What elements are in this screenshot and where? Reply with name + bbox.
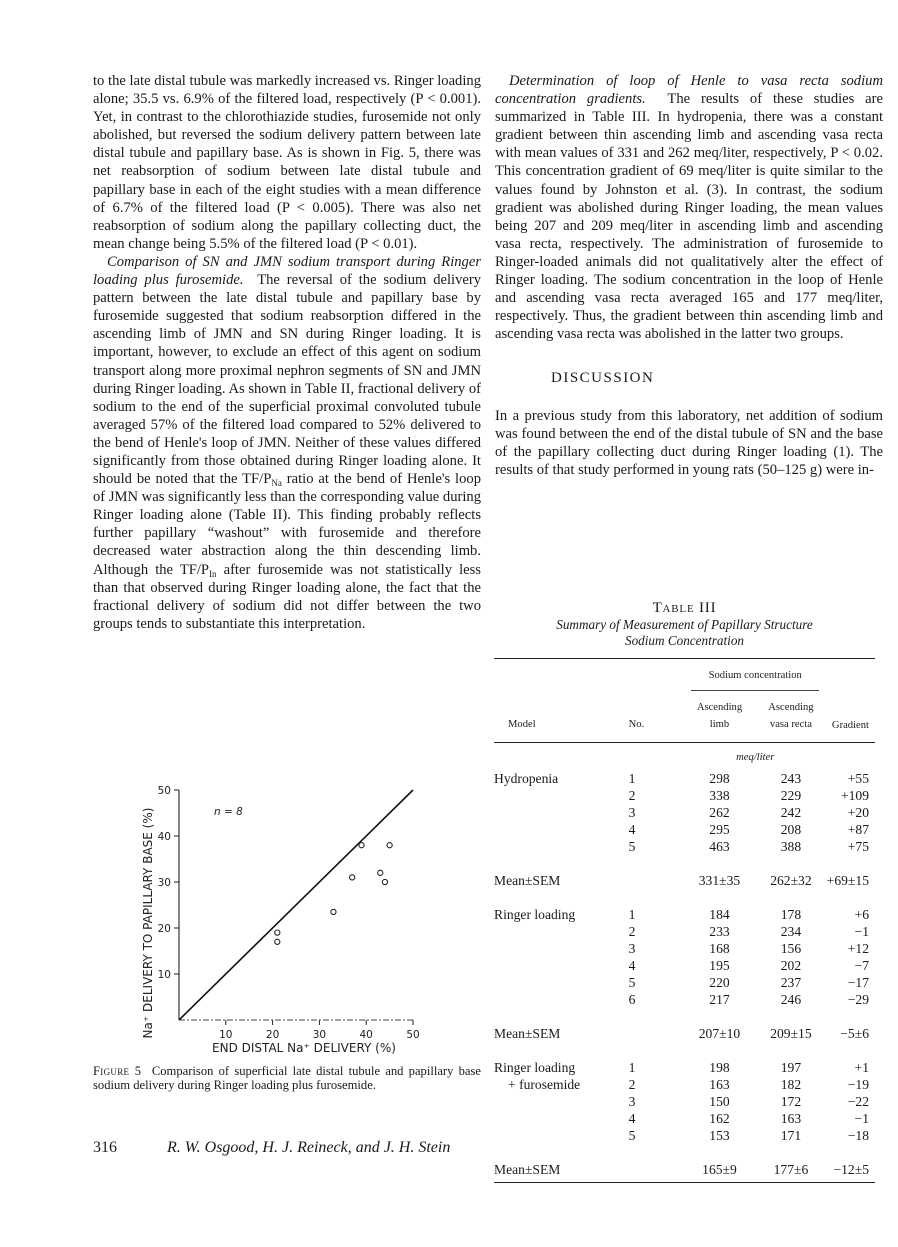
- no-cell: 4: [628, 822, 636, 837]
- ascending-limb-cell: 298: [709, 771, 730, 786]
- no-cell: [629, 1161, 684, 1178]
- data-point: [382, 879, 387, 884]
- body-paragraph: In a previous study from this laboratory, net addition of sodium was found between the end of the distal tubule of SN and the base of the papillary collecting duct during Ringer loading (1). The results of that study performed in young rats (50–125 g) were in-: [495, 407, 883, 478]
- ascending-limb-cell: 153: [709, 1128, 730, 1143]
- run-in-heading: Comparison of SN and JMN sodium transport during Ringer loading plus furosemide.: [93, 253, 481, 289]
- model-cell: [494, 957, 629, 974]
- vasa-recta-cell: 171: [780, 1128, 802, 1143]
- ascending-limb-cell: 338: [709, 788, 730, 803]
- model-cell: [494, 821, 629, 838]
- table-row: [494, 1076, 875, 1093]
- identity-line: [179, 790, 413, 1020]
- vasa-recta-cell: 246: [780, 992, 802, 1007]
- mean-label: Mean±SEM: [494, 1026, 561, 1041]
- table-title: Table III: [652, 600, 717, 616]
- y-tick-label: 40: [157, 831, 171, 843]
- model-cell: [494, 1127, 629, 1144]
- figure-label: Figure 5: [93, 1064, 142, 1078]
- data-points: [275, 843, 393, 945]
- gradient-cell: +12: [847, 941, 869, 956]
- no-cell: 5: [628, 1128, 636, 1143]
- vasa-recta-cell: 202: [780, 958, 802, 973]
- vasa-recta-cell: 229: [780, 788, 802, 803]
- mean-label: Mean±SEM: [494, 873, 561, 888]
- model-cell: [494, 804, 629, 821]
- no-cell: 6: [628, 992, 636, 1007]
- data-point: [350, 875, 355, 880]
- mean-sem-row: [494, 1025, 875, 1042]
- vasa-recta-cell: 182: [780, 1077, 802, 1092]
- vasa-recta-cell: 234: [780, 924, 802, 939]
- table-row: [494, 838, 875, 855]
- page-footer: [93, 1139, 450, 1157]
- data-point: [359, 843, 364, 848]
- no-cell: 4: [628, 958, 636, 973]
- model-cell: [494, 838, 629, 855]
- x-tick-label: 20: [265, 1029, 280, 1041]
- x-tick-label: 40: [359, 1029, 373, 1041]
- body-paragraph: [495, 72, 883, 343]
- page-number: 316: [93, 1139, 117, 1156]
- paragraph-text: ratio at the bend of Henle's loop of JMN was significantly less than the corresponding value during Ringer loading alone (Table II). This finding probably reflects further papillary “washout” with furosemide and therefore decreased water abstraction along the thin descending limb. Although the TF/P: [93, 471, 481, 578]
- gradient-cell: +109: [840, 788, 869, 803]
- n-annotation: n = 8: [214, 806, 243, 818]
- gradient-cell: −17: [847, 975, 869, 990]
- gradient-cell: −29: [847, 992, 869, 1007]
- gradient-cell: +55: [847, 771, 869, 786]
- header-model: Model: [508, 719, 536, 730]
- gradient-mean: −5±6: [840, 1026, 869, 1041]
- table-row: [494, 821, 875, 838]
- model-cell: [494, 1110, 629, 1127]
- subscript: Na: [271, 478, 282, 489]
- gradient-cell: +87: [847, 822, 869, 837]
- gradient-cell: −1: [854, 924, 869, 939]
- header-sodium-concentration: Sodium concentration: [684, 659, 827, 695]
- no-cell: 1: [628, 1060, 636, 1075]
- paragraph-text: The reversal of the sodium delivery pattern between the late distal tubule and papillary base by furosemide suggested that sodium reabsorption differed in the ascending limb of JMN and SN during Ringer loading. It is important, however, to exclude an effect of this agent on sodium transport along more proximal nephron segments of SN and JMN during Ringer loading. As shown in Table II, fractional delivery of sodium to the end of the superficial proximal convoluted tubule averaged 57% of the filtered load compared to 52% delivered to the bend of Henle's loop of JMN. Neither of these values differed significantly from those obtained during Ringer loading alone. It should be noted that the TF/P: [93, 272, 482, 488]
- data-table: [494, 659, 875, 1178]
- no-cell: 1: [628, 907, 636, 922]
- ascending-limb-mean: 331±35: [698, 873, 741, 888]
- x-tick-label: 10: [219, 1029, 233, 1041]
- running-authors: R. W. Osgood, H. J. Reineck, and J. H. Stein: [167, 1139, 451, 1156]
- gradient-cell: +20: [847, 805, 869, 820]
- model-cell: Hydropenia: [494, 771, 559, 786]
- data-point: [387, 843, 392, 848]
- table-row: [494, 1059, 875, 1076]
- model-cell: Ringer loading: [494, 1060, 576, 1075]
- table-row: [494, 770, 875, 787]
- gradient-cell: +1: [854, 1060, 869, 1075]
- ascending-limb-cell: 217: [709, 992, 730, 1007]
- gradient-cell: −7: [854, 958, 869, 973]
- table-row: [494, 1093, 875, 1110]
- vasa-recta-cell: 172: [780, 1094, 802, 1109]
- no-cell: [629, 872, 684, 889]
- model-cell: [494, 991, 629, 1008]
- data-point: [275, 930, 280, 935]
- units-label: meq/liter: [736, 752, 775, 763]
- ascending-limb-cell: 262: [709, 805, 730, 820]
- table-bottom-rule: [494, 1182, 875, 1183]
- model-cell: + furosemide: [508, 1077, 581, 1092]
- paragraph-text: The results of these studies are summarized in Table III. In hydropenia, there was a constant gradient between thin ascending limb and ascending vasa recta with mean values of 331 and 262 meq/liter, respectively, P < 0.02. This concentration gradient of 69 meq/liter is quite similar to the values found by Johnston et al. (3). In contrast, the sodium gradient was abolished during Ringer loading, the mean values being 207 and 209 meq/liter in ascending limb and ascending vasa recta, respectively. The administration of furosemide to Ringer-loaded animals did not qualitatively alter the effect of Ringer loading. The sodium concentration in the loop of Henle and ascending vasa recta averaged 165 and 177 meq/liter, respectively. Thus, the gradient between thin ascending limb and ascending vasa recta was abolished in the latter two groups.: [495, 91, 883, 343]
- header-gradient: Gradient: [831, 720, 869, 731]
- table-row: [494, 957, 875, 974]
- x-tick-label: 50: [406, 1029, 420, 1041]
- model-cell: Ringer loading: [494, 907, 576, 922]
- gradient-mean: −12±5: [833, 1162, 869, 1177]
- gradient-cell: −19: [847, 1077, 869, 1092]
- subscript: In: [209, 568, 217, 579]
- vasa-recta-cell: 156: [780, 941, 802, 956]
- x-tick-label: 30: [312, 1029, 327, 1041]
- no-cell: 3: [628, 805, 636, 820]
- ascending-limb-cell: 184: [709, 907, 730, 922]
- ascending-limb-mean: 165±9: [702, 1162, 737, 1177]
- body-paragraph: to the late distal tubule was markedly increased vs. Ringer loading alone; 35.5 vs. 6.9% of the filtered load, respectively (P < 0.001). Yet, in contrast to the chlorothiazide studies, furosemide not only abolished, but reversed the sodium delivery pattern between late distal tubule and papillary base. As is shown in Fig. 5, there was net reabsorption of sodium between late distal tubule and papillary base in each of the eight studies with a mean difference of 6.7% of the filtered load (P < 0.005). There was also net reabsorption of sodium along the papillary collecting duct, the mean change being 5.5% of the filtered load (P < 0.01).: [93, 73, 481, 252]
- body-paragraph: [93, 253, 481, 633]
- y-tick-label: 50: [157, 785, 171, 797]
- right-column: [495, 72, 883, 479]
- vasa-recta-mean: 209±15: [770, 1026, 812, 1041]
- table-row: [494, 991, 875, 1008]
- table-row: [494, 1110, 875, 1127]
- table-row: [494, 1127, 875, 1144]
- ascending-limb-cell: 162: [709, 1111, 730, 1126]
- ascending-limb-cell: 463: [709, 839, 730, 854]
- table-row: [494, 804, 875, 821]
- data-point: [331, 909, 336, 914]
- mean-sem-row: [494, 1161, 875, 1178]
- gradient-cell: +6: [854, 907, 869, 922]
- vasa-recta-cell: 178: [780, 907, 802, 922]
- table-subtitle-line2: Sodium Concentration: [624, 633, 745, 648]
- model-cell: [494, 787, 629, 804]
- data-point: [275, 939, 280, 944]
- vasa-recta-mean: 177±6: [773, 1162, 809, 1177]
- no-cell: 2: [628, 1077, 636, 1092]
- no-cell: 2: [628, 788, 636, 803]
- no-cell: 3: [628, 1094, 636, 1109]
- left-column: [93, 72, 481, 633]
- ascending-limb-cell: 150: [709, 1094, 730, 1109]
- paragraph-text: after furosemide was not statistically less than that observed during Ringer loading alone, the fact that the fractional delivery of sodium did not differ between the two groups tends to substantiate this interpretation.: [93, 561, 481, 632]
- table-body: [494, 770, 875, 1178]
- table-row: [494, 906, 875, 923]
- mean-sem-row: [494, 872, 875, 889]
- model-cell: [494, 923, 629, 940]
- section-heading-discussion: DISCUSSION: [551, 370, 655, 387]
- vasa-recta-cell: 243: [780, 771, 802, 786]
- y-tick-label: 10: [157, 969, 171, 981]
- ascending-limb-cell: 198: [709, 1060, 730, 1075]
- table-row: [494, 787, 875, 804]
- table-row: [494, 940, 875, 957]
- table-row: [494, 974, 875, 991]
- vasa-recta-cell: 237: [780, 975, 802, 990]
- y-axis-label: Na⁺ DELIVERY TO PAPILLARY BASE (%): [141, 807, 155, 1039]
- run-in-heading: Determination of loop of Henle to vasa recta sodium concentration gradients.: [495, 73, 883, 108]
- header-ascending-vasa-recta: Ascending vasa recta: [768, 702, 814, 730]
- vasa-recta-cell: 163: [780, 1111, 802, 1126]
- vasa-recta-cell: 242: [780, 805, 802, 820]
- gradient-cell: −18: [847, 1128, 869, 1143]
- ascending-limb-cell: 220: [709, 975, 730, 990]
- no-cell: 5: [628, 975, 636, 990]
- scatter-chart: [93, 775, 481, 1060]
- gradient-mean: +69±15: [826, 873, 869, 888]
- data-point: [378, 870, 383, 875]
- ascending-limb-cell: 233: [709, 924, 730, 939]
- vasa-recta-cell: 388: [780, 839, 802, 854]
- gradient-cell: −1: [854, 1111, 869, 1126]
- ascending-limb-cell: 168: [709, 941, 730, 956]
- gradient-cell: −22: [847, 1094, 869, 1109]
- no-cell: 2: [628, 924, 636, 939]
- y-tick-label: 20: [157, 923, 171, 935]
- vasa-recta-cell: 208: [780, 822, 802, 837]
- table-iii: [494, 600, 875, 1183]
- figure-5: [93, 775, 481, 1120]
- vasa-recta-mean: 262±32: [770, 873, 812, 888]
- mean-label: Mean±SEM: [494, 1162, 561, 1177]
- caption-text: Comparison of superficial late distal tubule and papillary base sodium delivery during Ringer loading plus furosemide.: [93, 1064, 481, 1092]
- header-no: No.: [628, 719, 645, 730]
- ascending-limb-mean: 207±10: [698, 1026, 741, 1041]
- figure-caption: [93, 1065, 481, 1092]
- vasa-recta-cell: 197: [780, 1060, 802, 1075]
- model-cell: [494, 940, 629, 957]
- x-axis-label: END DISTAL Na⁺ DELIVERY (%): [212, 1041, 396, 1055]
- no-cell: 5: [628, 839, 636, 854]
- axes: [158, 785, 420, 1041]
- ascending-limb-cell: 195: [709, 958, 730, 973]
- table-row: [494, 923, 875, 940]
- no-cell: [629, 1025, 684, 1042]
- no-cell: 1: [628, 771, 636, 786]
- model-cell: [494, 974, 629, 991]
- no-cell: 3: [628, 941, 636, 956]
- header-ascending-limb: Ascending limb: [696, 702, 743, 730]
- gradient-cell: +75: [847, 839, 869, 854]
- table-subtitle-line1: Summary of Measurement of Papillary Structure: [556, 617, 813, 632]
- ascending-limb-cell: 295: [709, 822, 730, 837]
- no-cell: 4: [628, 1111, 636, 1126]
- ascending-limb-cell: 163: [709, 1077, 730, 1092]
- y-tick-label: 30: [157, 877, 171, 889]
- model-cell: [494, 1093, 629, 1110]
